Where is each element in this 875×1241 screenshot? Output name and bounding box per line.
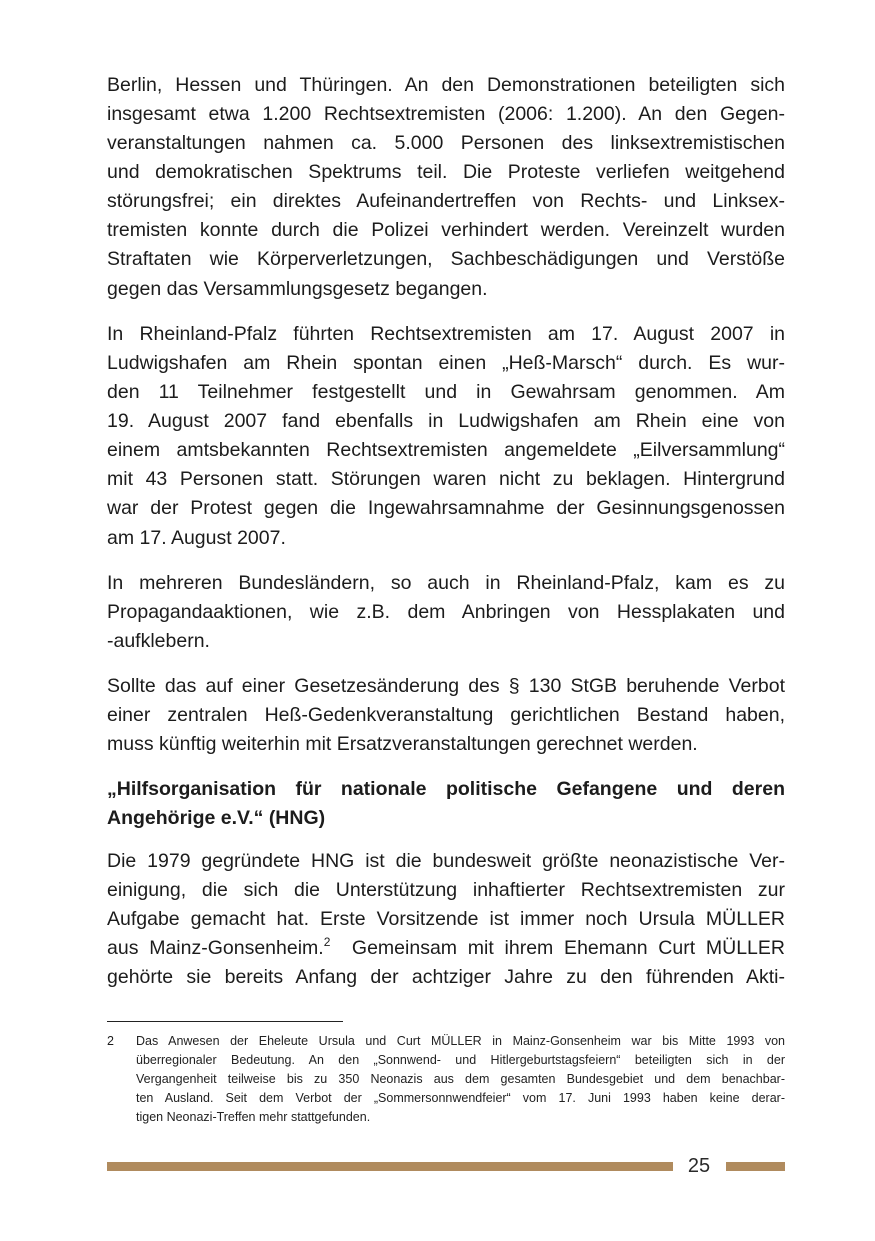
text-line: insgesamt etwa 1.200 Rechtsextremisten (2006: 1.200). An den Gegen- (107, 103, 785, 125)
text-line: störungsfrei; ein direktes Aufeinandertreffen von Rechts- und Linksex- (107, 190, 785, 212)
text-line: Sollte das auf einer Gesetzesänderung des § 130 StGB beruhende Verbot (107, 675, 785, 697)
text-line: Straftaten wie Körperverletzungen, Sachbeschädigungen und Verstöße (107, 248, 785, 270)
text-line: Berlin, Hessen und Thüringen. An den Demonstrationen beteiligten sich (107, 74, 785, 96)
text-line: 19. August 2007 fand ebenfalls in Ludwigshafen am Rhein eine von (107, 410, 785, 432)
text-line: gegen das Versammlungsgesetz begangen. (107, 278, 488, 300)
text-line (107, 934, 785, 963)
text-line: einigung, die sich die Unterstützung inhaftierter Rechtsextremisten zur (107, 879, 785, 901)
text-segment: aus Mainz-Gonsenheim. (107, 937, 324, 959)
text-line: einem amtsbekannten Rechtsextremisten angemeldete „Eilversammlung“ (107, 439, 785, 461)
text-line: -aufklebern. (107, 630, 210, 652)
footnote-line: Das Anwesen der Eheleute Ursula und Curt MÜLLER in Mainz-Gonsenheim war bis Mitte 1993 von (136, 1034, 785, 1048)
text-line: Die 1979 gegründete HNG ist die bundesweit größte neonazistische Ver- (107, 850, 785, 872)
text-line: mit 43 Personen statt. Störungen waren nicht zu beklagen. Hintergrund (107, 468, 785, 490)
text-line: und demokratischen Spektrums teil. Die Proteste verliefen weitgehend (107, 161, 785, 183)
text-line: den 11 Teilnehmer festgestellt und in Gewahrsam genommen. Am (107, 381, 785, 403)
footer-accent-bar-left (107, 1162, 673, 1171)
heading-line: Angehörige e.V.“ (HNG) (107, 807, 326, 829)
text-line: muss künftig weiterhin mit Ersatzveranstaltungen gerechnet werden. (107, 733, 698, 755)
text-line: am 17. August 2007. (107, 527, 286, 549)
text-line: gehörte sie bereits Anfang der achtziger Jahre zu den führenden Akti- (107, 966, 785, 988)
footnote-number: 2 (107, 1034, 114, 1048)
text-line: In mehreren Bundesländern, so auch in Rheinland-Pfalz, kam es zu (107, 572, 785, 594)
heading-line: „Hilfsorganisation für nationale politische Gefangene und deren (107, 778, 785, 800)
footnote-line: tigen Neonazi-Treffen mehr stattgefunden. (136, 1110, 371, 1124)
footnote-divider (107, 1021, 343, 1022)
footnote-line: Vergangenheit teilweise bis zu 350 Neonazis aus dem gesamten Bundesgebiet und dem benachbar- (136, 1072, 785, 1086)
footnote-line: ten Ausland. Seit dem Verbot der „Sommersonnwendfeier“ vom 17. Juni 1993 haben keine derar- (136, 1091, 785, 1105)
footer-accent-bar-right (726, 1162, 785, 1171)
text-line: tremisten konnte durch die Polizei verhindert werden. Vereinzelt wurden (107, 219, 785, 241)
text-line: Propagandaaktionen, wie z.B. dem Anbringen von Hessplakaten und (107, 601, 785, 623)
page-number: 25 (687, 1155, 711, 1177)
text-segment: Gemeinsam mit ihrem Ehemann Curt MÜLLER (330, 937, 785, 959)
text-line: war der Protest gegen die Ingewahrsamnahme der Gesinnungsgenossen (107, 497, 785, 519)
footnote-line: überregionaler Bedeutung. An den „Sonnwend- und Hitlergeburtstagsfeiern“ beteiligten sich in der (136, 1053, 785, 1067)
text-line: veranstaltungen nahmen ca. 5.000 Personen des linksextremistischen (107, 132, 785, 154)
text-line: Ludwigshafen am Rhein spontan einen „Heß-Marsch“ durch. Es wur- (107, 352, 785, 374)
text-line: einer zentralen Heß-Gedenkveranstaltung gerichtlichen Bestand haben, (107, 704, 785, 726)
text-line: Aufgabe gemacht hat. Erste Vorsitzende ist immer noch Ursula MÜLLER (107, 908, 785, 930)
footnote-reference[interactable]: 2 (323, 934, 331, 949)
text-line: In Rheinland-Pfalz führten Rechtsextremisten am 17. August 2007 in (107, 323, 785, 345)
